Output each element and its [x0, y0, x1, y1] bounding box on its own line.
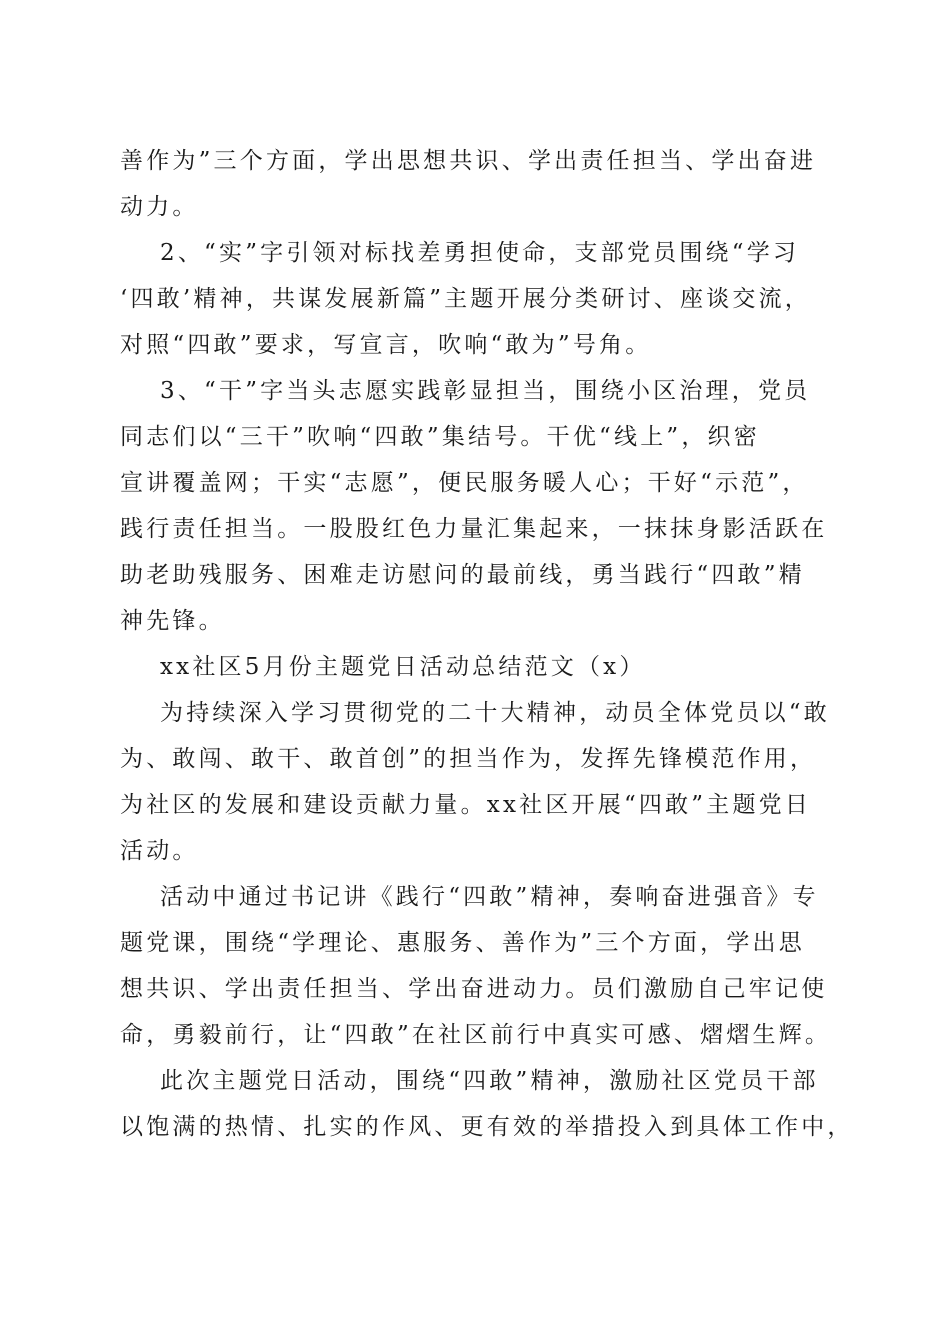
text-line: 宣讲覆盖网；干实“志愿”，便民服务暖人心；干好“示范”，	[120, 470, 809, 496]
text-line: 此次主题党日活动，围绕“四敢”精神，激励社区党员干部	[160, 1068, 819, 1094]
text-line: 践行责任担当。一股股红色力量汇集起来，一抹抹身影活跃在	[120, 516, 828, 542]
text-line: 活动。	[120, 838, 199, 864]
text-line: 同志们以“三干”吹响“四敢”集结号。干优“线上”，织密	[120, 424, 760, 450]
text-line: 为持续深入学习贯彻党的二十大精神，动员全体党员以“敢	[160, 700, 830, 726]
text-line: 对照“四敢”要求，写宣言，吹响“敢为”号角。	[120, 332, 652, 358]
paragraph-3-heading: 3、“干”字当头志愿实践彰显担当，围绕小区治理，党员	[160, 378, 811, 404]
text-line: 善作为”三个方面，学出思想共识、学出责任担当、学出奋进	[120, 148, 817, 174]
text-line: 活动中通过书记讲《践行“四敢”精神，奏响奋进强音》专	[160, 884, 819, 910]
text-line: 为、敢闯、敢干、敢首创”的担当作为，发挥先锋模范作用，	[120, 746, 817, 772]
text-line: 以饱满的热情、扎实的作风、更有效的举措投入到具体工作中，	[120, 1114, 854, 1140]
text-line: 想共识、学出责任担当、学出奋进动力。员们激励自己牢记使	[120, 976, 828, 1002]
text-line: 命，勇毅前行，让“四敢”在社区前行中真实可感、熠熠生辉。	[120, 1022, 832, 1048]
section-title: xx社区5月份主题党日活动总结范文（x）	[160, 654, 646, 680]
text-line: 神先锋。	[120, 608, 225, 634]
text-line: 动力。	[120, 194, 199, 220]
paragraph-2-heading: 2、“实”字引领对标找差勇担使命，支部党员围绕“学习	[160, 240, 800, 266]
text-line: 为社区的发展和建设贡献力量。xx社区开展“四敢”主题党日	[120, 792, 812, 818]
text-line: 助老助残服务、困难走访慰问的最前线，勇当践行“四敢”精	[120, 562, 805, 588]
text-line: 题党课，围绕“学理论、惠服务、善作为”三个方面，学出思	[120, 930, 805, 956]
text-line: ‘四敢’精神，共谋发展新篇”主题开展分类研讨、座谈交流，	[120, 286, 811, 312]
